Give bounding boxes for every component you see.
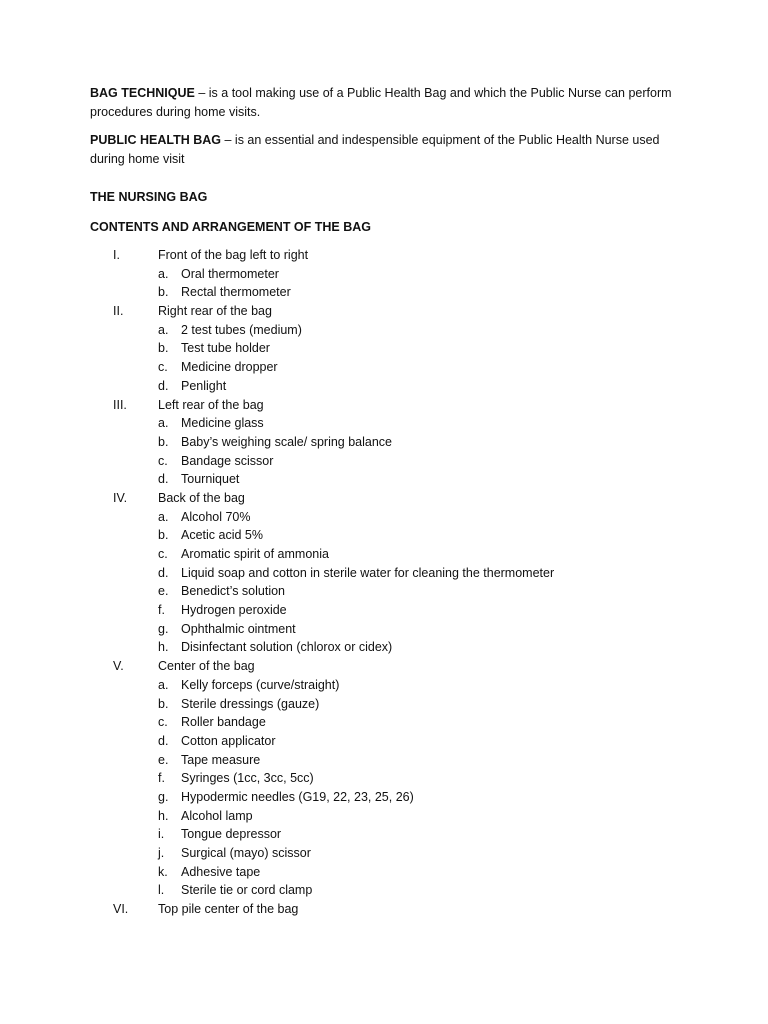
item-text: Acetic acid 5% [181,528,263,543]
item-letter: h. [158,808,169,823]
list-item [0,545,768,564]
item-text: Hypodermic needles (G19, 22, 23, 25, 26) [181,789,414,804]
item-text: Hydrogen peroxide [181,603,287,618]
item-letter: e. [158,584,169,599]
definition-bag-technique [90,84,690,121]
list-item [0,265,768,284]
item-text: Sterile dressings (gauze) [181,696,320,711]
item-letter: b. [158,285,169,300]
list-item [0,508,768,527]
item-letter: a. [158,322,169,337]
section-number: V. [113,659,124,674]
item-text: Adhesive tape [181,864,261,879]
item-text: Penlight [181,378,227,393]
list-item [0,807,768,826]
section-label: Back of the bag [158,490,245,505]
item-letter: k. [158,864,168,879]
section-number: III. [113,397,127,412]
item-letter: a. [158,416,169,431]
list-item [0,433,768,452]
list-item [0,638,768,657]
section-label: Top pile center of the bag [158,902,299,917]
definition-text: – is an essential and indespensible equipment of the Public Health Nurse used during home visit [90,133,660,166]
item-letter: d. [158,565,169,580]
item-letter: j. [158,846,165,860]
item-letter: g. [158,621,169,636]
list-item [0,881,768,900]
list-item [0,713,768,732]
list-item [0,470,768,489]
item-letter: f. [158,603,165,618]
outline-section [0,900,768,919]
item-letter: i. [158,827,165,842]
item-letter: c. [158,715,168,730]
section-label: Right rear of the bag [158,304,272,319]
item-text: Rectal thermometer [181,285,291,300]
item-text: Liquid soap and cotton in sterile water for cleaning the thermometer [181,565,555,580]
item-text: Kelly forceps (curve/straight) [181,677,340,692]
item-letter: d. [158,472,169,487]
list-item [0,620,768,639]
list-item [0,564,768,583]
item-text: Bandage scissor [181,453,274,468]
item-letter: h. [158,640,169,655]
list-item [0,601,768,620]
list-item [0,788,768,807]
list-item [0,526,768,545]
item-letter: a. [158,677,169,692]
definition-term: BAG TECHNIQUE [90,86,195,100]
item-letter: d. [158,733,169,748]
list-item [0,582,768,601]
list-item [0,863,768,882]
item-letter: g. [158,789,169,804]
item-text: Tape measure [181,752,261,767]
item-text: Roller bandage [181,715,266,730]
item-text: Baby’s weighing scale/ spring balance [181,434,393,449]
item-letter: c. [158,453,168,468]
item-text: Tourniquet [181,472,240,487]
list-item [0,676,768,695]
section-label: Left rear of the bag [158,397,264,412]
item-text: Disinfectant solution (chlorox or cidex) [181,640,393,655]
list-item [0,695,768,714]
section-label: Center of the bag [158,659,255,674]
item-text: Medicine glass [181,416,264,431]
item-letter: b. [158,434,169,449]
item-text: Alcohol 70% [181,509,251,524]
list-item [0,358,768,377]
list-item [0,377,768,396]
item-letter: a. [158,266,169,281]
item-letter: d. [158,378,169,393]
list-item [0,452,768,471]
list-item [0,844,768,863]
item-letter: l. [158,883,165,898]
item-letter: c. [158,547,168,561]
heading-nursing-bag: THE NURSING BAG [90,190,208,204]
list-item [0,414,768,433]
item-text: 2 test tubes (medium) [181,322,302,337]
section-number: IV. [113,490,128,505]
list-item [0,751,768,770]
item-text: Benedict’s solution [181,584,286,599]
item-text: Test tube holder [181,341,270,356]
section-number: II. [113,304,124,319]
item-text: Tongue depressor [181,827,282,842]
section-number: VI. [113,902,129,917]
definition-term: PUBLIC HEALTH BAG [90,133,222,147]
item-text: Alcohol lamp [181,808,253,823]
heading-contents-arrangement: CONTENTS AND ARRANGEMENT OF THE BAG [90,220,372,234]
outline-section [0,302,768,321]
section-number: I. [113,248,120,262]
list-item [0,769,768,788]
item-text: Medicine dropper [181,360,278,375]
definition-public-health-bag [90,131,690,168]
item-letter: f. [158,771,165,786]
list-item [0,283,768,302]
list-item [0,339,768,358]
section-label: Front of the bag left to right [158,248,309,262]
outline-section [0,489,768,508]
item-text: Oral thermometer [181,266,279,281]
list-item [0,732,768,751]
item-letter: c. [158,360,168,375]
item-text: Ophthalmic ointment [181,621,296,636]
item-text: Cotton applicator [181,733,276,748]
outline-section [0,396,768,415]
item-text: Syringes (1cc, 3cc, 5cc) [181,771,314,786]
list-item [0,321,768,340]
item-letter: a. [158,509,169,524]
item-text: Surgical (mayo) scissor [181,846,311,860]
item-letter: b. [158,341,169,356]
outline-section [0,657,768,676]
contents-outline [0,246,768,919]
item-text: Aromatic spirit of ammonia [181,547,329,561]
definition-text: – is a tool making use of a Public Health Bag and which the Public Nurse can perform procedures during home visits. [90,86,672,119]
item-letter: e. [158,752,169,767]
item-letter: b. [158,696,169,711]
item-letter: b. [158,528,169,543]
list-item [0,825,768,844]
outline-section [0,246,768,265]
item-text: Sterile tie or cord clamp [181,883,313,898]
